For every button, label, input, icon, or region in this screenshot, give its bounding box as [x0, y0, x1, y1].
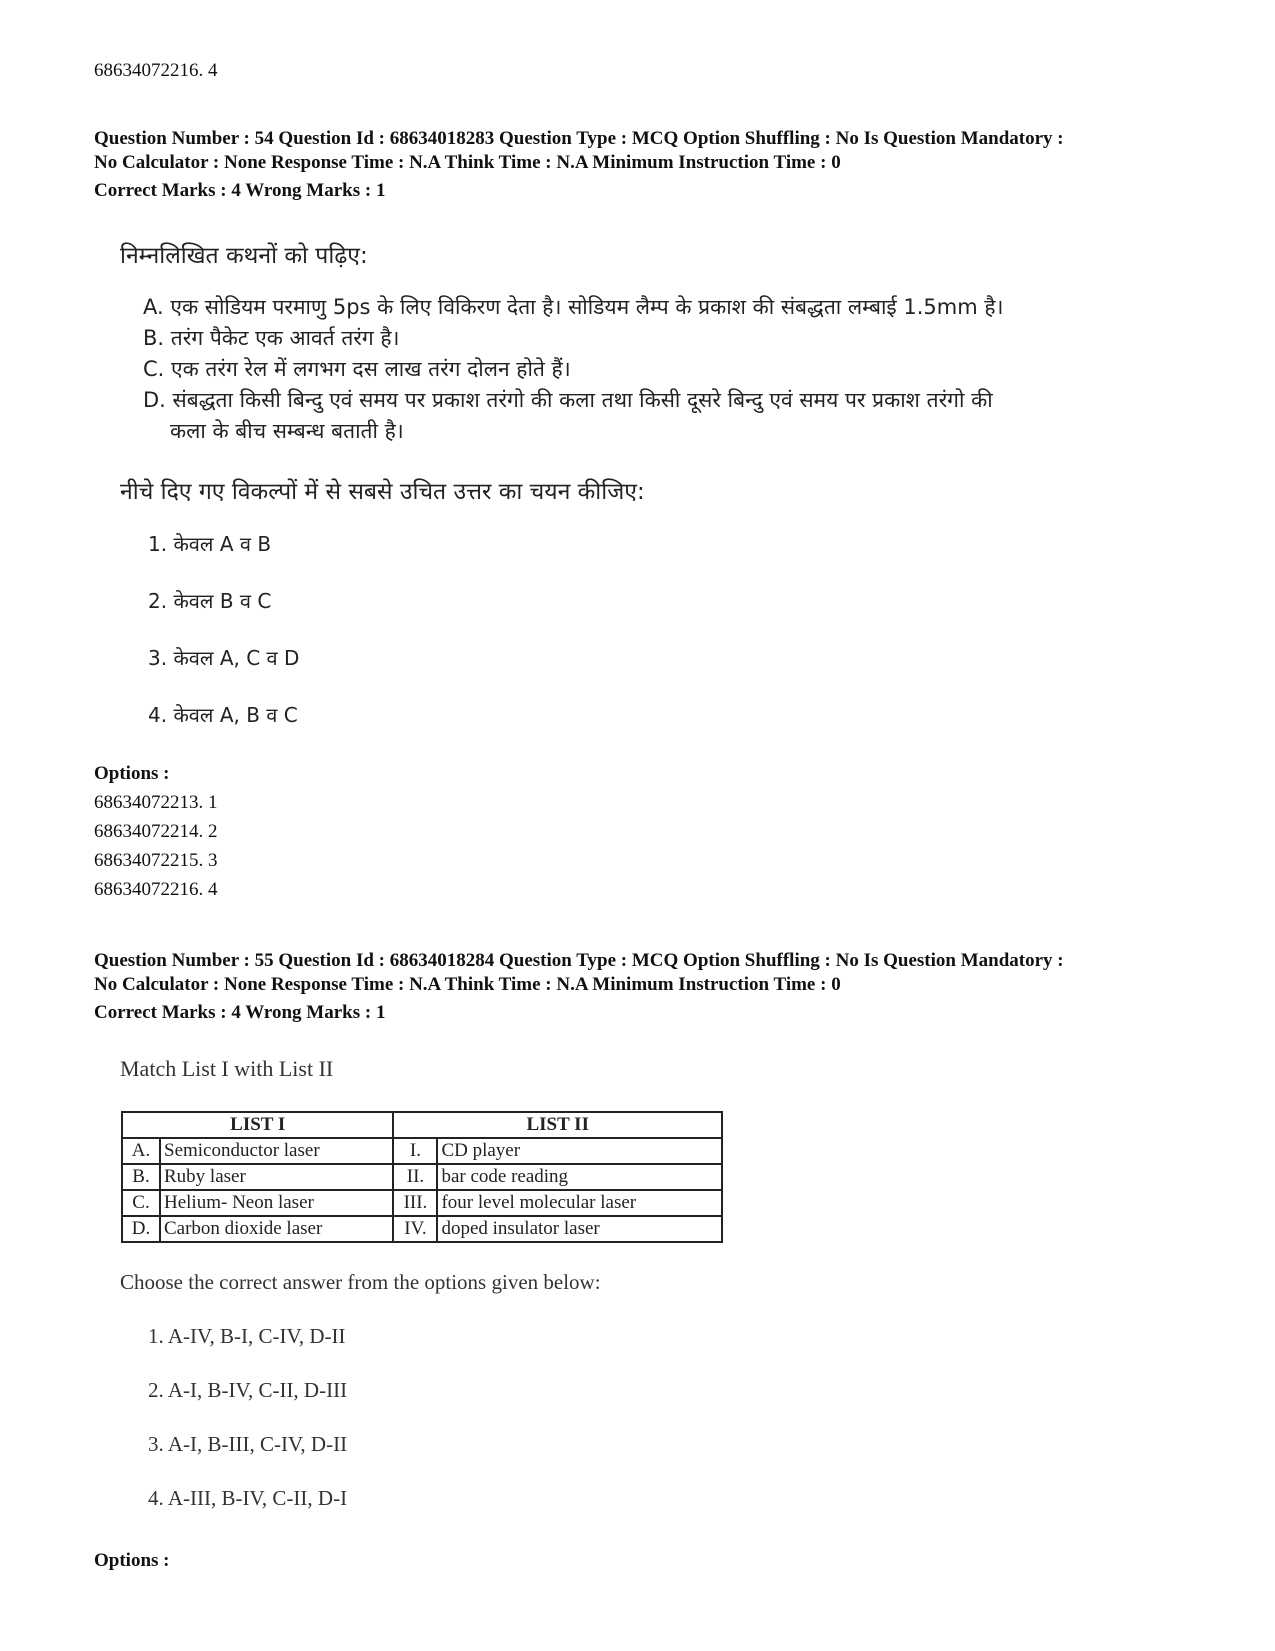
q55-choice-1: 1. A-IV, B-I, C-IV, D-II [148, 1324, 346, 1348]
list-ii-value: CD player [437, 1138, 722, 1164]
q55-choice-4: 4. A-III, B-IV, C-II, D-I [148, 1486, 348, 1510]
list-ii-key: IV. [393, 1216, 437, 1242]
q55-choice-3: 3. A-I, B-III, C-IV, D-II [148, 1432, 348, 1456]
q54-option-1: 68634072213. 1 [94, 792, 218, 813]
match-table [121, 1111, 723, 1243]
list-ii-value: four level molecular laser [437, 1190, 722, 1216]
list-ii-key: III. [393, 1190, 437, 1216]
q54-choice-4: 4. केवल A, B व C [148, 703, 298, 727]
q54-statement-d: D. संबद्धता किसी बिन्दु एवं समय पर प्रकाश तरंगो की कला तथा किसी दूसरे बिन्दु एवं समय पर प्रकाश तरंगो की [143, 388, 993, 412]
q54-statement-b: B. तरंग पैकेट एक आवर्त तरंग है। [143, 326, 400, 350]
list-ii-key: II. [393, 1164, 437, 1190]
q54-choice-1: 1. केवल A व B [148, 532, 272, 556]
q54-header-line-2: No Calculator : None Response Time : N.A Think Time : N.A Minimum Instruction Time : 0 [94, 152, 841, 173]
list-i-value: Semiconductor laser [160, 1138, 393, 1164]
list-ii-header: LIST II [393, 1112, 722, 1138]
list-i-value: Carbon dioxide laser [160, 1216, 393, 1242]
list-i-key: A. [122, 1138, 160, 1164]
q54-intro: निम्नलिखित कथनों को पढ़िए: [120, 243, 368, 269]
list-i-key: C. [122, 1190, 160, 1216]
table-row [122, 1138, 722, 1164]
q54-header-line-1: Question Number : 54 Question Id : 68634018283 Question Type : MCQ Option Shuffling : No Is Question Mandatory : [94, 128, 1064, 149]
q54-choice-3: 3. केवल A, C व D [148, 646, 300, 670]
list-i-header: LIST I [122, 1112, 393, 1138]
q54-option-3: 68634072215. 3 [94, 850, 218, 871]
q54-option-4: 68634072216. 4 [94, 879, 218, 900]
q54-choice-2: 2. केवल B व C [148, 589, 272, 613]
previous-option-line: 68634072216. 4 [94, 60, 218, 81]
list-ii-value: bar code reading [437, 1164, 722, 1190]
q54-options-label: Options : [94, 763, 170, 784]
list-i-key: B. [122, 1164, 160, 1190]
list-i-value: Ruby laser [160, 1164, 393, 1190]
table-row [122, 1216, 722, 1242]
q54-choose-text: नीचे दिए गए विकल्पों में से सबसे उचित उत्तर का चयन कीजिए: [120, 479, 645, 505]
list-i-key: D. [122, 1216, 160, 1242]
q55-options-label: Options : [94, 1550, 170, 1571]
q55-header-line-2: No Calculator : None Response Time : N.A Think Time : N.A Minimum Instruction Time : 0 [94, 974, 841, 995]
list-ii-value: doped insulator laser [437, 1216, 722, 1242]
q55-header-line-1: Question Number : 55 Question Id : 68634018284 Question Type : MCQ Option Shuffling : No Is Question Mandatory : [94, 950, 1064, 971]
q54-statement-a: A. एक सोडियम परमाणु 5ps के लिए विकिरण देता है। सोडियम लैम्प के प्रकाश की संबद्धता लम्बाई 1.5mm है। [143, 295, 1004, 319]
q55-choice-2: 2. A-I, B-IV, C-II, D-III [148, 1378, 348, 1402]
list-i-value: Helium- Neon laser [160, 1190, 393, 1216]
list-ii-key: I. [393, 1138, 437, 1164]
q55-choose-text: Choose the correct answer from the options given below: [120, 1270, 601, 1294]
match-table-header [122, 1112, 722, 1138]
q54-option-2: 68634072214. 2 [94, 821, 218, 842]
q54-marks: Correct Marks : 4 Wrong Marks : 1 [94, 180, 386, 201]
q54-statement-c: C. एक तरंग रेल में लगभग दस लाख तरंग दोलन होते हैं। [143, 357, 571, 381]
q55-intro: Match List I with List II [120, 1056, 334, 1081]
table-row [122, 1164, 722, 1190]
q54-statement-d-cont: कला के बीच सम्बन्ध बताती है। [170, 419, 404, 443]
table-row [122, 1190, 722, 1216]
q55-marks: Correct Marks : 4 Wrong Marks : 1 [94, 1002, 386, 1023]
